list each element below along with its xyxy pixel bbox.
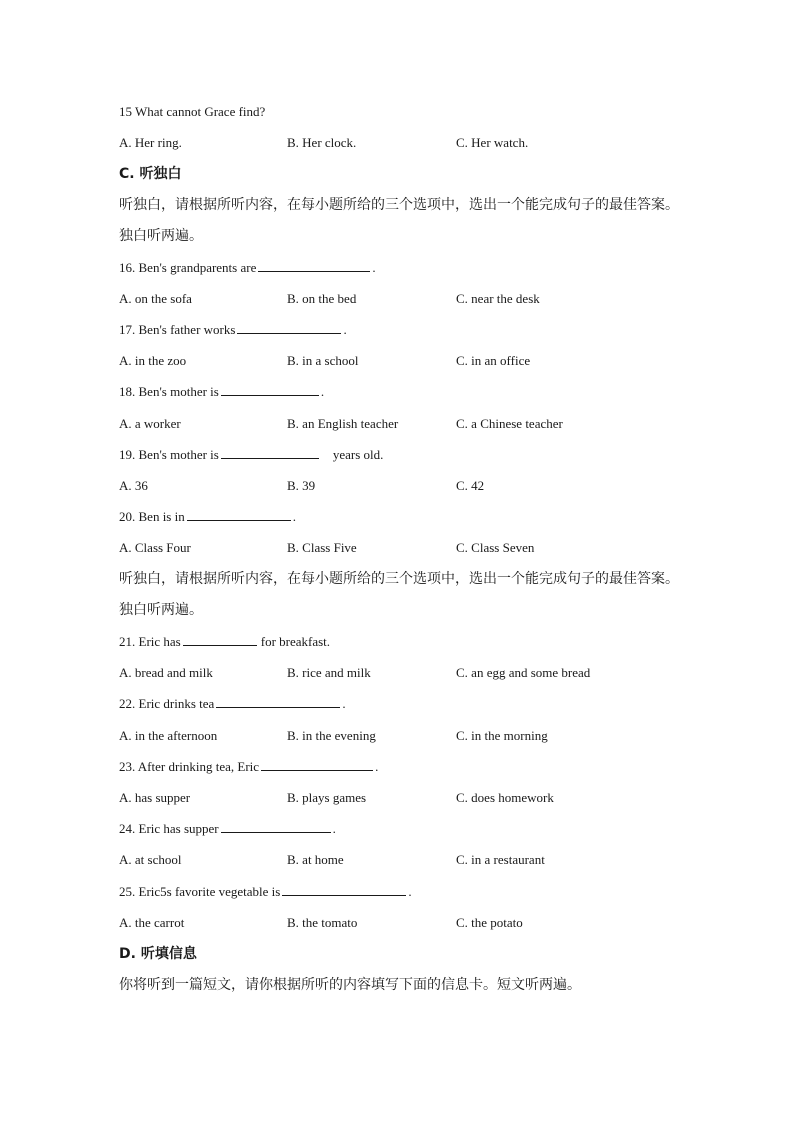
question-text-tail: for breakfast. [260, 634, 331, 649]
option-c: C. in a restaurant [456, 852, 545, 867]
question-text-tail: . [292, 509, 296, 524]
question-15 [119, 101, 265, 123]
question-text: 20. Ben is in [119, 509, 185, 524]
option-b: B. in the evening [287, 728, 376, 743]
option-a: A. 36 [119, 478, 148, 493]
question-17 [119, 319, 347, 341]
answer-blank [221, 444, 319, 459]
question-18 [119, 381, 324, 403]
answer-blank [187, 506, 291, 521]
option-c: C. in the morning [456, 728, 548, 743]
question-text: 17. Ben's father works [119, 322, 236, 337]
question-text: 23. After drinking tea, Eric [119, 759, 260, 774]
option-b: B. in a school [287, 353, 359, 368]
question-21-options [119, 662, 679, 684]
option-b: B. an English teacher [287, 416, 399, 431]
option-c: C. Class Seven [456, 540, 535, 555]
option-b: B. Class Five [287, 540, 357, 555]
question-22-options [119, 725, 679, 747]
option-b: B. on the bed [287, 291, 357, 306]
question-24-options [119, 849, 679, 871]
section-c-heading: C. 听独白 [119, 166, 182, 182]
answer-blank [183, 631, 257, 646]
answer-blank [237, 319, 341, 334]
question-text-tail: . [332, 821, 336, 836]
answer-blank [258, 257, 370, 272]
question-text: 19. Ben's mother is [119, 447, 219, 462]
question-21 [119, 631, 330, 653]
question-22 [119, 693, 346, 715]
option-a: A. bread and milk [119, 665, 213, 680]
question-text: 24. Eric has supper [119, 821, 219, 836]
question-text: 15 What cannot Grace find? [119, 104, 266, 119]
option-b: B. at home [287, 852, 344, 867]
option-a: A. at school [119, 852, 182, 867]
option-c: C. the potato [456, 915, 523, 930]
section-c-note-2: 独白听两遍。 [119, 602, 203, 618]
option-b: B. rice and milk [287, 665, 371, 680]
option-b: B. 39 [287, 478, 316, 493]
option-c: C. does homework [456, 790, 554, 805]
question-23 [119, 756, 378, 778]
question-text: 21. Eric has [119, 634, 181, 649]
section-c-note: 独白听两遍。 [119, 228, 203, 244]
option-a: A. on the sofa [119, 291, 192, 306]
answer-blank [221, 381, 319, 396]
option-a: A. Class Four [119, 540, 191, 555]
question-15-options [119, 132, 679, 154]
question-24 [119, 818, 336, 840]
option-a: A. a worker [119, 416, 181, 431]
option-a: A. Her ring. [119, 135, 182, 150]
question-19 [119, 444, 383, 466]
question-20-options [119, 537, 679, 559]
question-18-options [119, 413, 679, 435]
question-19-options [119, 475, 679, 497]
question-16 [119, 257, 376, 279]
question-text: 25. Eric5s favorite vegetable is [119, 884, 281, 899]
option-a: A. has supper [119, 790, 191, 805]
question-text-tail: years old. [332, 447, 384, 462]
question-text-tail: . [408, 884, 412, 899]
question-text: 18. Ben's mother is [119, 384, 219, 399]
answer-blank [282, 881, 406, 896]
option-a: A. in the afternoon [119, 728, 218, 743]
section-d-instruction: 你将听到一篇短文，请你根据所听的内容填写下面的信息卡。短文听两遍。 [119, 977, 581, 993]
question-text-tail: . [342, 696, 346, 711]
question-text: 16. Ben's grandparents are [119, 260, 257, 275]
question-25 [119, 881, 412, 903]
question-text-tail: . [372, 260, 376, 275]
option-c: C. a Chinese teacher [456, 416, 563, 431]
option-c: C. in an office [456, 353, 531, 368]
section-d-heading: D. 听填信息 [119, 946, 197, 962]
question-text-tail: . [375, 759, 379, 774]
question-16-options [119, 288, 679, 310]
question-text-tail: . [343, 322, 347, 337]
question-17-options [119, 350, 679, 372]
option-b: B. plays games [287, 790, 367, 805]
question-text: 22. Eric drinks tea [119, 696, 215, 711]
answer-blank [221, 818, 331, 833]
question-23-options [119, 787, 679, 809]
option-c: C. an egg and some bread [456, 665, 591, 680]
option-b: B. the tomato [287, 915, 358, 930]
option-a: A. the carrot [119, 915, 185, 930]
option-c: C. Her watch. [456, 135, 529, 150]
question-text-tail: . [320, 384, 325, 399]
option-a: A. in the zoo [119, 353, 187, 368]
option-b: B. Her clock. [287, 135, 357, 150]
option-c: C. near the desk [456, 291, 540, 306]
answer-blank [261, 756, 373, 771]
question-20 [119, 506, 296, 528]
option-c: C. 42 [456, 478, 485, 493]
answer-blank [216, 693, 340, 708]
section-c-instruction-2: 听独白，请根据所听内容，在每小题所给的三个选项中，选出一个能完成句子的最佳答案。 [119, 571, 679, 587]
question-25-options [119, 912, 679, 934]
section-c-instruction: 听独白，请根据所听内容，在每小题所给的三个选项中，选出一个能完成句子的最佳答案。 [119, 197, 679, 213]
